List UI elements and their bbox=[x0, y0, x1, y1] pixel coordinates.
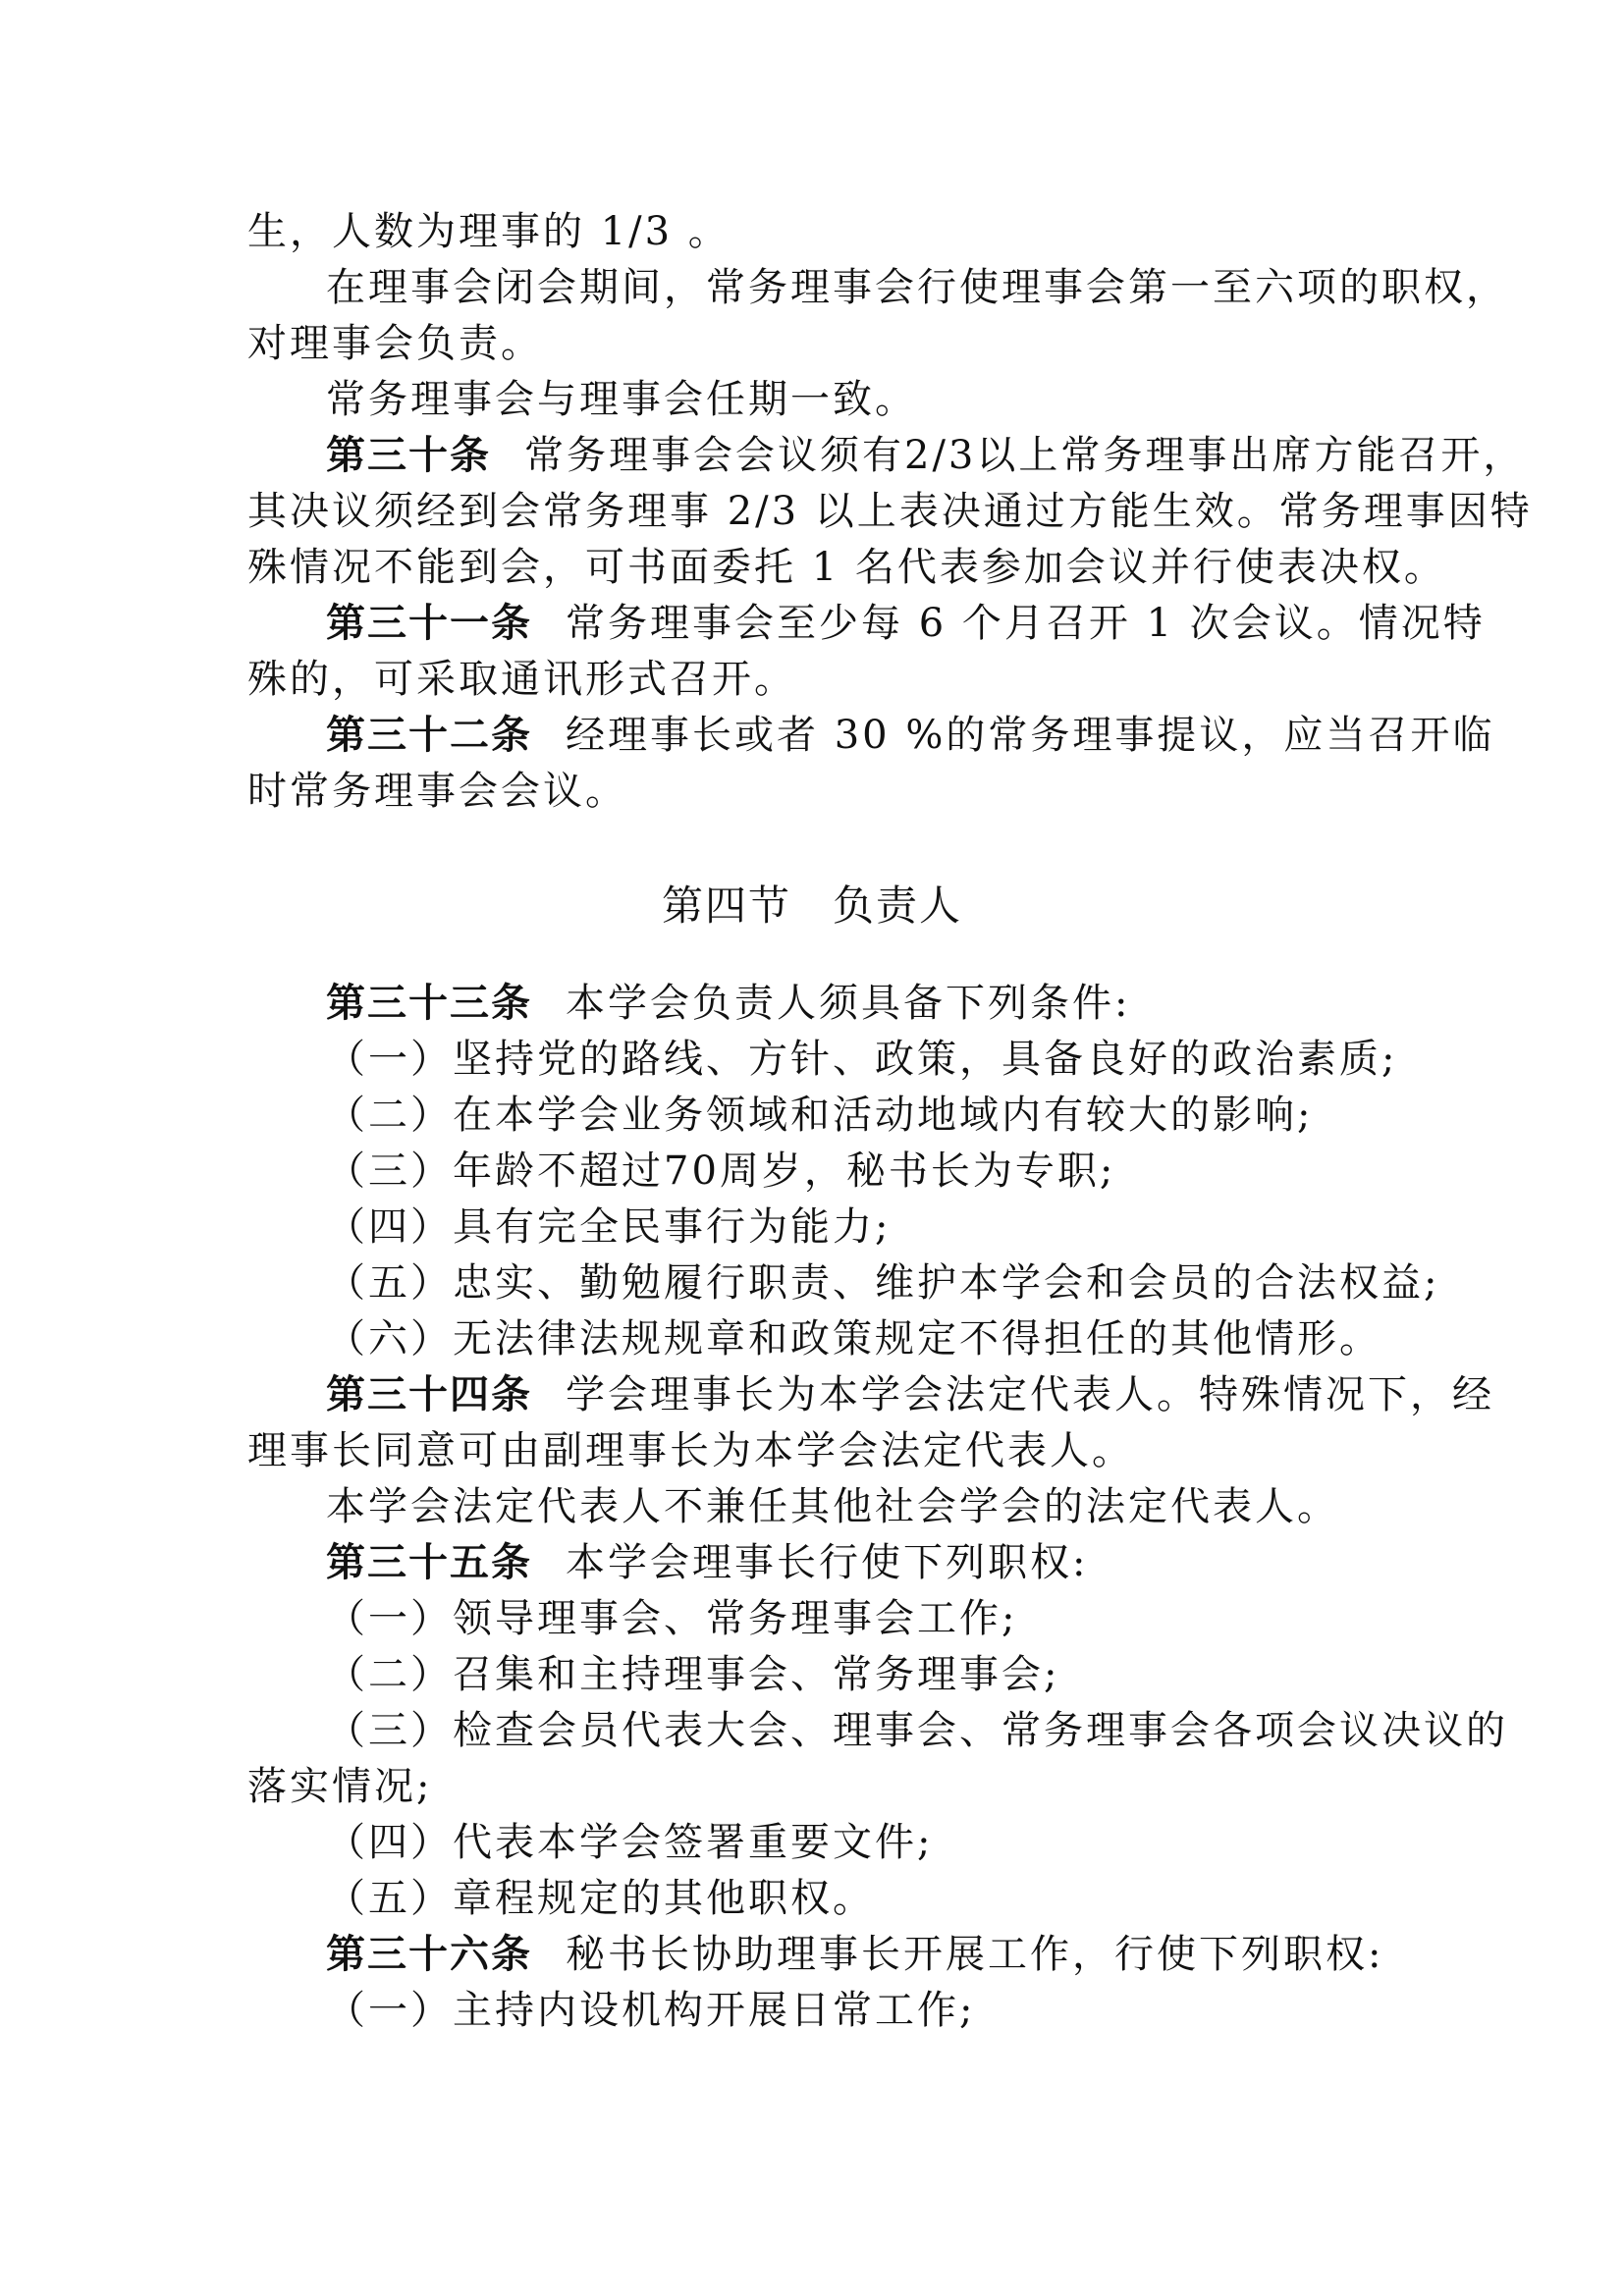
line-text: （二）在本学会业务领域和活动地域内有较大的影响; bbox=[326, 1093, 1314, 1138]
line-text: 对理事会负责。 bbox=[247, 321, 543, 366]
line-text: 殊的，可采取通讯形式召开。 bbox=[247, 657, 796, 702]
line-text: （二）召集和主持理事会、常务理事会; bbox=[326, 1652, 1060, 1697]
line-text: （三）年龄不超过70周岁，秘书长为专职; bbox=[326, 1148, 1116, 1194]
article-line bbox=[326, 1535, 1485, 1590]
line-text: （四）代表本学会签署重要文件; bbox=[326, 1820, 934, 1865]
article-line bbox=[326, 1367, 1494, 1422]
section-title: 负责人 bbox=[833, 881, 963, 930]
article-line bbox=[326, 976, 1485, 1031]
line-text: 生，人数为理事的 1/3 。 bbox=[247, 209, 731, 254]
section-heading bbox=[0, 877, 1624, 935]
article-number: 第三十六条 bbox=[326, 1932, 532, 1977]
line-text: （一）领导理事会、常务理事会工作; bbox=[326, 1596, 1018, 1641]
section-number: 第四节 bbox=[661, 881, 791, 930]
text-line bbox=[326, 1479, 1485, 1534]
line-text: 理事长同意可由副理事长为本学会法定代表人。 bbox=[247, 1428, 1134, 1473]
text-line bbox=[247, 652, 1406, 707]
text-line bbox=[247, 1759, 1406, 1814]
text-line bbox=[326, 260, 1508, 315]
line-text: 常务理事会会议须有2/3以上常务理事出席方能召开， bbox=[524, 433, 1526, 478]
article-number: 第三十四条 bbox=[326, 1372, 532, 1417]
text-line bbox=[326, 1032, 1485, 1087]
text-line bbox=[247, 484, 1533, 539]
text-line bbox=[247, 204, 1406, 259]
article-line bbox=[326, 1927, 1485, 1982]
text-line bbox=[247, 1423, 1406, 1478]
line-text: 常务理事会至少每 6 个月召开 1 次会议。情况特 bbox=[566, 601, 1486, 646]
line-text: 本学会理事长行使下列职权: bbox=[566, 1540, 1089, 1585]
article-number: 第三十二条 bbox=[326, 713, 532, 758]
text-line bbox=[247, 764, 1406, 819]
article-number: 第三十三条 bbox=[326, 981, 532, 1026]
text-line bbox=[326, 1200, 1485, 1255]
line-text: （一）坚持党的路线、方针、政策，具备良好的政治素质; bbox=[326, 1037, 1398, 1082]
line-text: （三）检查会员代表大会、理事会、常务理事会各项会议决议的 bbox=[326, 1708, 1508, 1753]
line-text: 经理事长或者 30 %的常务理事提议，应当召开临 bbox=[566, 713, 1495, 758]
text-line bbox=[247, 316, 1406, 371]
text-line bbox=[326, 1871, 1485, 1926]
line-text: 秘书长协助理事长开展工作，行使下列职权: bbox=[566, 1932, 1384, 1977]
text-line bbox=[326, 1983, 1485, 2038]
text-line bbox=[326, 1647, 1485, 1702]
line-text: 本学会负责人须具备下列条件: bbox=[566, 981, 1131, 1026]
text-line bbox=[326, 1255, 1485, 1310]
line-text: （六）无法律法规规章和政策规定不得担任的其他情形。 bbox=[326, 1316, 1381, 1362]
line-text: 学会理事长为本学会法定代表人。特殊情况下，经 bbox=[566, 1372, 1494, 1417]
article-number: 第三十条 bbox=[326, 433, 491, 478]
line-text: 本学会法定代表人不兼任其他社会学会的法定代表人。 bbox=[326, 1484, 1339, 1529]
article-number: 第三十五条 bbox=[326, 1540, 532, 1585]
text-line bbox=[326, 1591, 1485, 1646]
article-line bbox=[326, 428, 1526, 483]
line-text: 殊情况不能到会，可书面委托 1 名代表参加会议并行使表决权。 bbox=[247, 545, 1446, 590]
text-line bbox=[326, 1311, 1485, 1366]
line-text: 在理事会闭会期间，常务理事会行使理事会第一至六项的职权， bbox=[326, 265, 1508, 310]
article-line bbox=[326, 596, 1485, 651]
text-line bbox=[326, 1144, 1485, 1199]
text-line bbox=[326, 1815, 1485, 1870]
line-text: （一）主持内设机构开展日常工作; bbox=[326, 1988, 976, 2033]
line-text: 常务理事会与理事会任期一致。 bbox=[326, 377, 917, 422]
text-line bbox=[326, 1088, 1485, 1143]
line-text: （五）忠实、勤勉履行职责、维护本学会和会员的合法权益; bbox=[326, 1260, 1440, 1306]
text-line bbox=[326, 1703, 1508, 1758]
line-text: 时常务理事会会议。 bbox=[247, 769, 627, 814]
text-line bbox=[247, 540, 1446, 595]
line-text: 其决议须经到会常务理事 2/3 以上表决通过方能生效。常务理事因特 bbox=[247, 489, 1533, 534]
line-text: 落实情况; bbox=[247, 1764, 433, 1809]
line-text: （四）具有完全民事行为能力; bbox=[326, 1204, 892, 1250]
article-line bbox=[326, 708, 1495, 763]
text-line bbox=[326, 372, 1485, 427]
article-number: 第三十一条 bbox=[326, 601, 532, 646]
line-text: （五）章程规定的其他职权。 bbox=[326, 1876, 875, 1921]
